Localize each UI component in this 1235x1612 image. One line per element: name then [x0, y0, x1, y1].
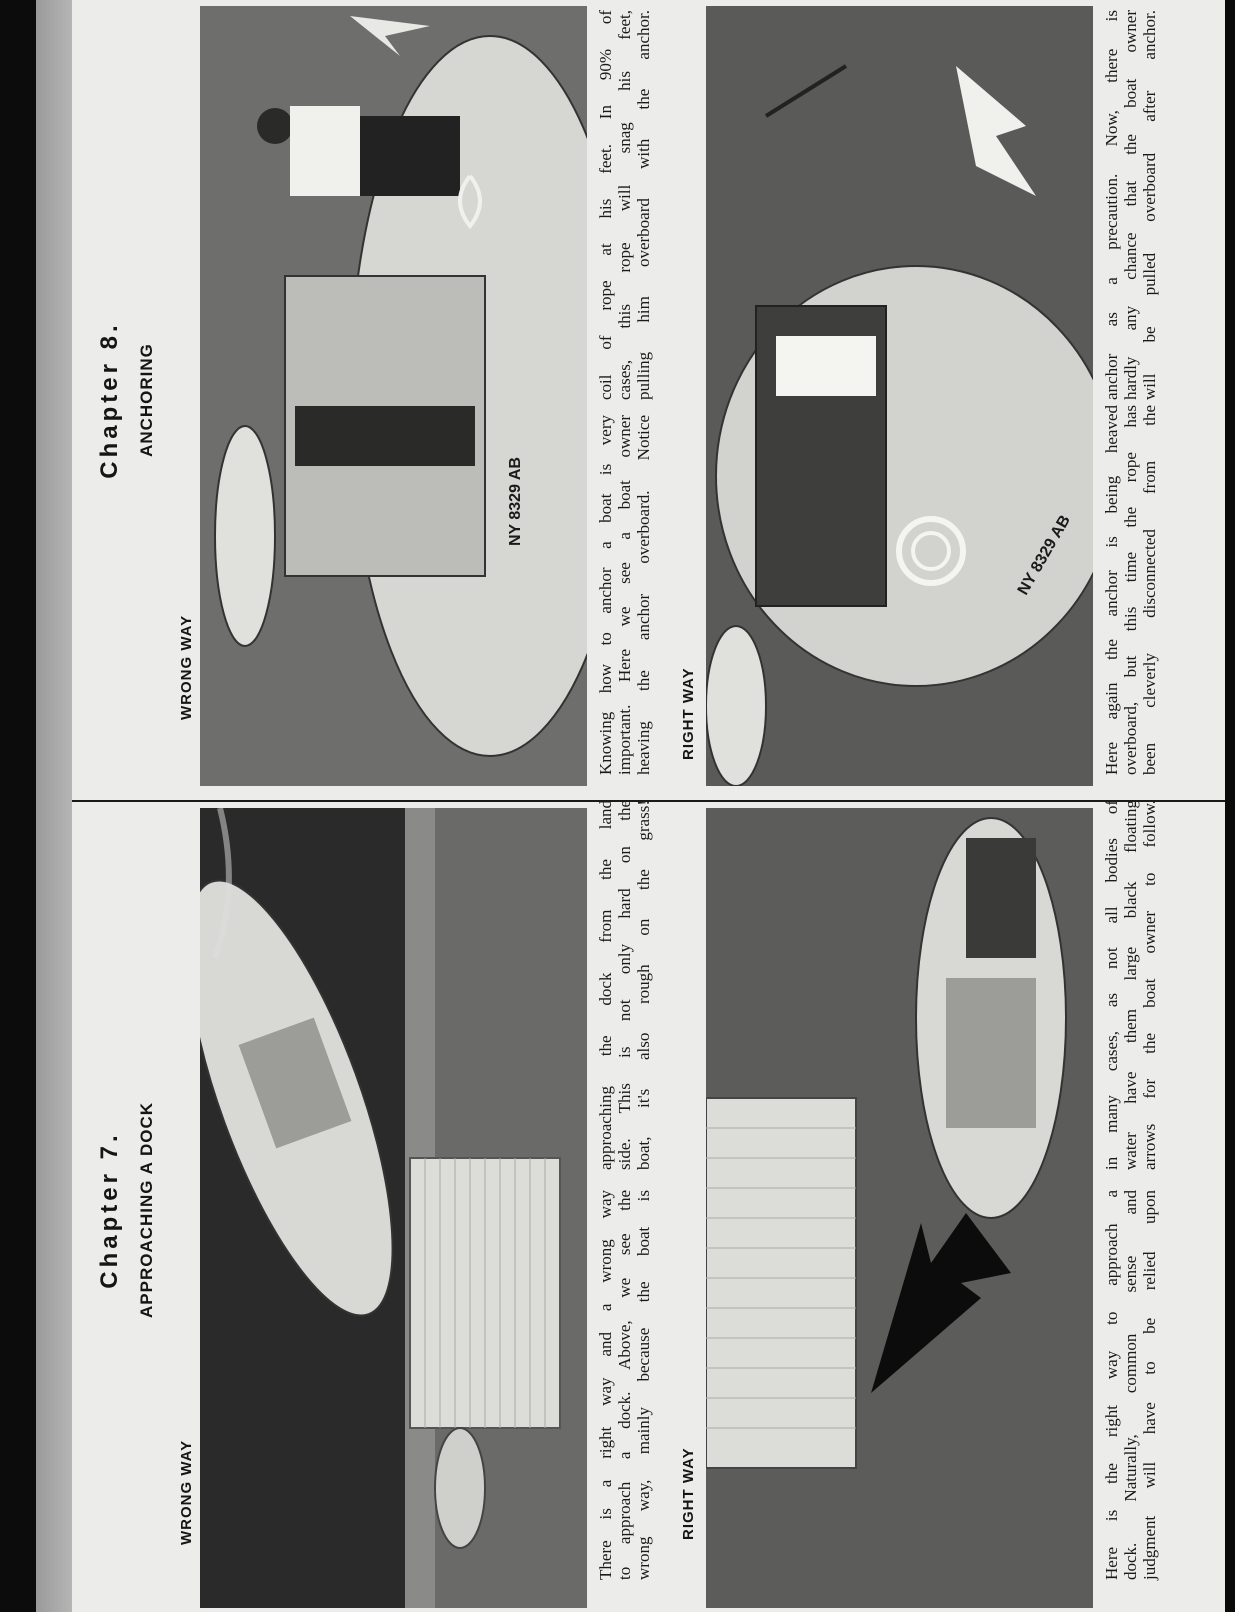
ch8-right-boat-registration: NY 8329 AB	[1014, 512, 1074, 598]
ch8-right-way-label: RIGHT WAY	[680, 667, 697, 760]
text-line: water have them large black floating	[1121, 800, 1140, 1170]
text-line: to approach a dock. Above, we see the	[615, 1190, 634, 1580]
text-line: hardly any chance that the boat owner	[1121, 10, 1140, 400]
chapter-7-title: APPROACHING A DOCK	[137, 1101, 156, 1319]
text-line: Here is the right way to approach a	[1102, 1190, 1121, 1580]
ch7-right-text-col2	[1102, 800, 1159, 1170]
text-line: coil of rope at his feet. In 90% of	[596, 10, 615, 400]
scan-edge-right	[1225, 0, 1235, 1612]
text-line: There is a right way and a wrong way	[596, 1190, 615, 1580]
binding-margin	[36, 0, 72, 1612]
text-line: cases, this rope will snag his feet,	[615, 10, 634, 400]
text-line: arrows for the boat owner to follow.	[1140, 800, 1159, 1170]
text-line: dock. Naturally, common sense and	[1121, 1190, 1140, 1580]
ch8-wrong-way-illustration	[200, 6, 587, 786]
text-line: pulling him overboard with the anchor.	[634, 10, 653, 400]
text-line: approaching the dock from the land	[596, 800, 615, 1170]
ch7-right-way-label: RIGHT WAY	[680, 1447, 697, 1540]
text-line: side. This is not only hard on the	[615, 800, 634, 1170]
text-line: heaving the anchor overboard. Notice	[634, 415, 653, 775]
ch8-right-text-col1	[1102, 405, 1159, 775]
text-line: Here again the anchor is being heaved	[1102, 405, 1121, 775]
ch8-wrong-text-col2	[596, 10, 653, 400]
ch8-wrong-text-col1	[596, 415, 653, 775]
text-line: anchor as a precaution. Now, there is	[1102, 10, 1121, 400]
ch7-wrong-text-col2	[596, 800, 653, 1170]
ch8-right-way-illustration	[706, 6, 1093, 786]
ch7-right-way-illustration	[706, 808, 1093, 1608]
text-line: judgment will have to be relied upon	[1140, 1190, 1159, 1580]
ch8-right-text-col2	[1102, 10, 1159, 400]
text-line: wrong way, mainly because the boat is	[634, 1190, 653, 1580]
chapter-8-title: ANCHORING	[137, 343, 156, 457]
text-line: boat, it's also rough on the grass!	[634, 800, 653, 1170]
chapter-8-heading: Chapter 8.	[96, 321, 123, 479]
ch7-wrong-way-label: WRONG WAY	[178, 1439, 195, 1545]
text-line: overboard, but this time the rope has	[1121, 405, 1140, 775]
ch7-wrong-text-col1	[596, 1190, 653, 1580]
ch7-wrong-way-illustration	[200, 808, 587, 1608]
text-line: in many cases, as not all bodies of	[1102, 800, 1121, 1170]
ch7-right-text-col1	[1102, 1190, 1159, 1580]
ch8-wrong-way-label: WRONG WAY	[178, 614, 195, 720]
text-line: been cleverly disconnected from the	[1140, 405, 1159, 775]
text-line: will be pulled overboard after anchor.	[1140, 10, 1159, 400]
scan-edge	[0, 0, 36, 1612]
text-line: Knowing how to anchor a boat is very	[596, 415, 615, 775]
text-line: important. Here we see a boat owner	[615, 415, 634, 775]
chapter-7-heading: Chapter 7.	[96, 1131, 123, 1289]
ch8-boat-registration: NY 8329 AB	[507, 457, 524, 546]
